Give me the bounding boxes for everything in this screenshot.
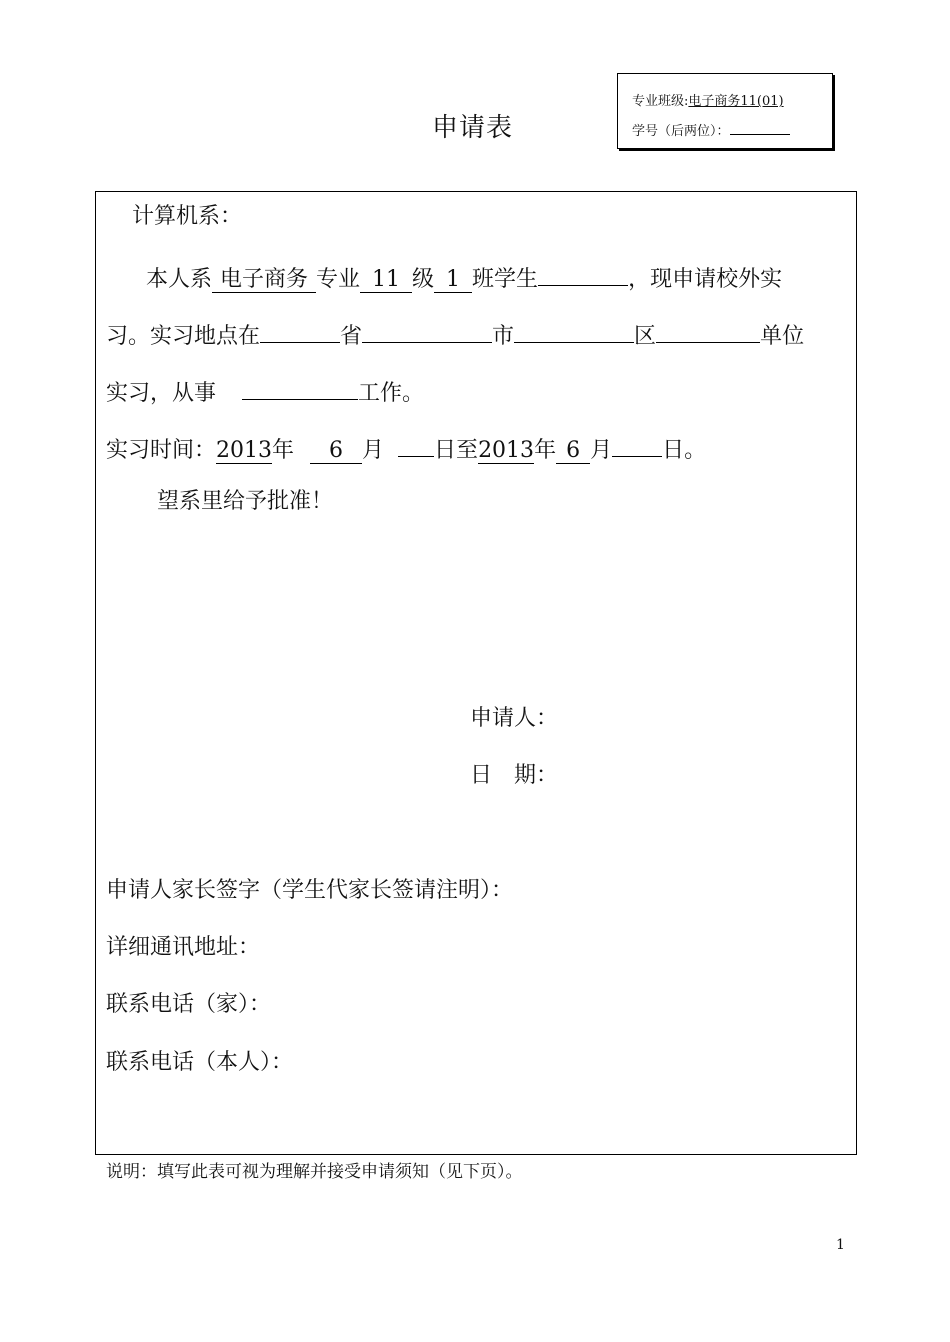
grade-suffix: 级 (412, 267, 435, 292)
class-label: 专业班级: (632, 94, 689, 109)
line2-prefix: 习。实习地点在 (106, 324, 261, 349)
line3-prefix: 实习，从事 (106, 381, 217, 406)
end-day-suffix: 日。 (662, 438, 707, 463)
start-month-field[interactable]: 6 (310, 439, 362, 464)
major-suffix: 专业 (316, 267, 361, 292)
work-line (106, 377, 424, 405)
student-id-field[interactable] (730, 122, 790, 135)
class-value: 电子商务11(01) (688, 94, 784, 109)
applicant-signature-label: 申请人： (470, 706, 559, 731)
address-label: 详细通讯地址： (106, 935, 261, 960)
start-year-field[interactable]: 2013 (216, 438, 273, 463)
period-label: 实习时间： (106, 438, 217, 463)
end-month-field[interactable]: 6 (556, 439, 590, 464)
major-field[interactable]: 电子商务 (212, 268, 316, 293)
start-day-suffix: 日至 (434, 438, 479, 463)
line1-prefix: 本人系 (146, 267, 213, 292)
location-line (106, 320, 804, 348)
class-suffix: 班学生 (472, 267, 539, 292)
end-year-field[interactable]: 2013 (478, 438, 535, 463)
home-phone-label: 联系电话（家）： (106, 992, 272, 1017)
student-id-label: 学号（后两位）： (632, 124, 730, 139)
unit-label: 单位 (760, 324, 805, 349)
date-label: 日 期： (470, 763, 559, 788)
apply-text: ，现申请校外实 (628, 267, 783, 292)
district-label: 区 (634, 324, 657, 349)
district-field[interactable] (514, 320, 634, 343)
grade-field[interactable]: 11 (360, 268, 412, 293)
student-name-field[interactable] (538, 263, 628, 286)
class-row (632, 90, 784, 109)
class-info-box (617, 73, 833, 149)
personal-phone-label: 联系电话（本人）： (106, 1050, 294, 1075)
work-suffix: 工作。 (358, 381, 425, 406)
student-info-line (146, 263, 782, 293)
end-year-suffix: 年 (534, 438, 557, 463)
request-text: 望系里给予批准！ (157, 489, 334, 514)
work-field[interactable] (242, 377, 358, 400)
parent-signature-label: 申请人家长签字（学生代家长签请注明）： (106, 878, 514, 903)
end-day-field[interactable] (612, 434, 662, 457)
province-field[interactable] (260, 320, 340, 343)
unit-field[interactable] (656, 320, 760, 343)
student-id-row (632, 120, 790, 139)
department-line: 计算机系： (132, 204, 243, 229)
footnote: 说明：填写此表可视为理解并接受申请须知（见下页）。 (106, 1162, 523, 1182)
page-number: 1 (836, 1237, 845, 1253)
province-label: 省 (340, 324, 363, 349)
page-title: 申请表 (432, 113, 514, 143)
period-line (106, 434, 706, 464)
start-year-suffix: 年 (272, 438, 295, 463)
start-day-field[interactable] (398, 434, 434, 457)
class-field[interactable]: 1 (434, 268, 472, 293)
city-field[interactable] (362, 320, 492, 343)
end-month-suffix: 月 (590, 438, 613, 463)
city-label: 市 (492, 324, 515, 349)
start-month-suffix: 月 (362, 438, 385, 463)
